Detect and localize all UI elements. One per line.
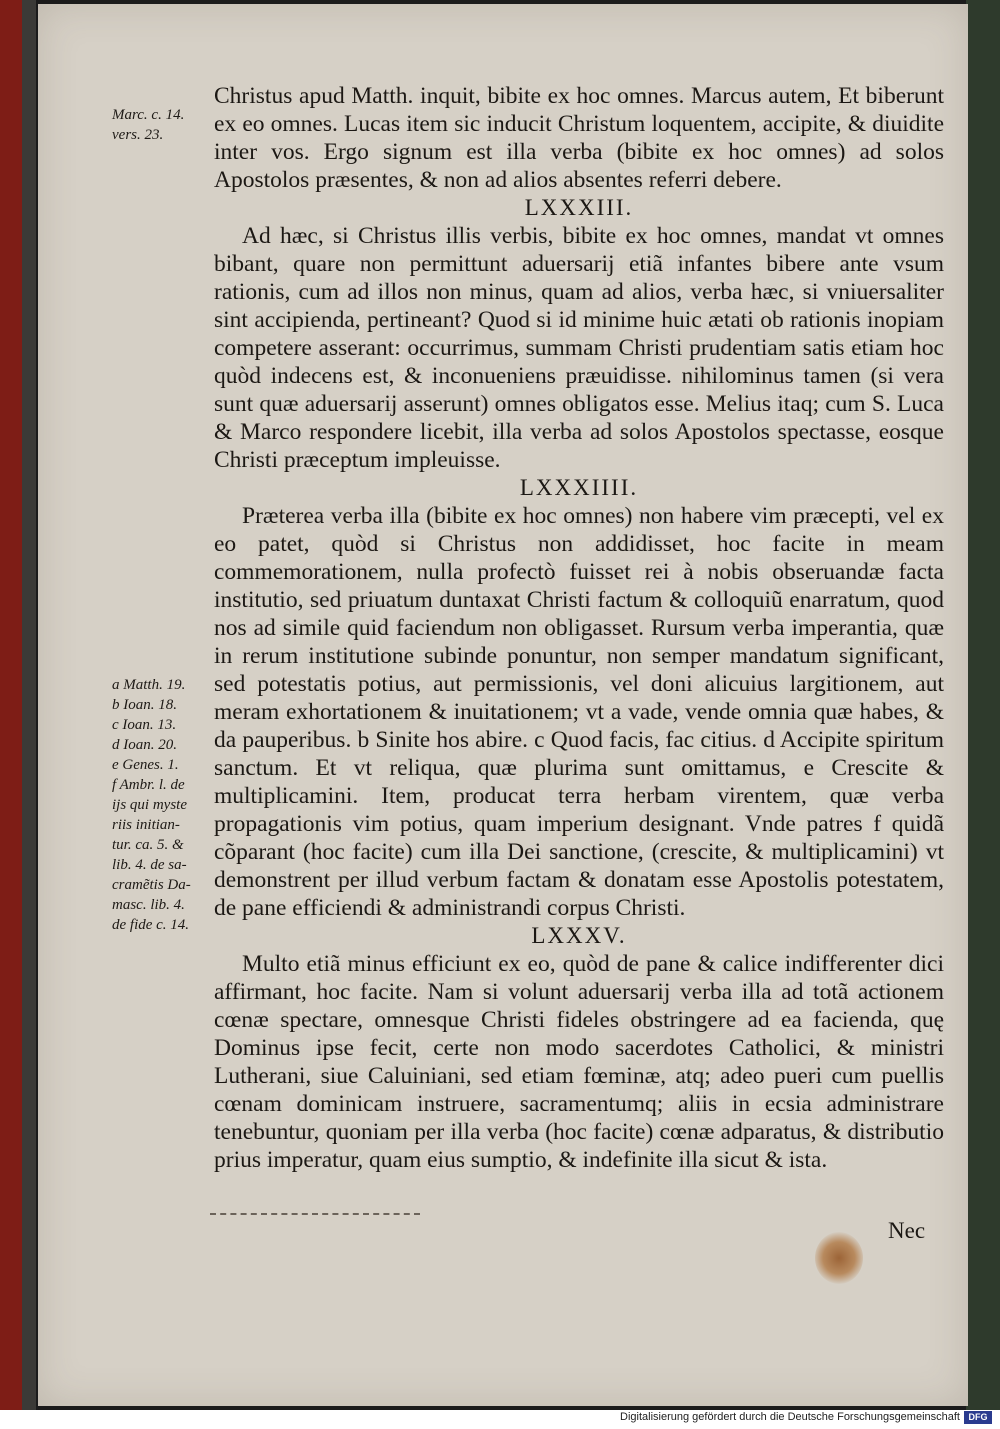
binding-edge <box>0 0 22 1410</box>
margin-note: Marc. c. 14. <box>112 107 185 123</box>
margin-note: f Ambr. l. de <box>112 777 185 793</box>
section-numeral: LXXXIII. <box>524 195 634 220</box>
margin-note: lib. 4. de sa- <box>112 857 187 873</box>
paper-stain <box>815 1232 863 1284</box>
margin-note: tur. ca. 5. & <box>112 837 184 853</box>
body-paragraph: Ad hæc, si Christus illis verbis, bibite ex hoc omnes, mandat vt omnes bibant, quare non permittunt aduersarij etiã infantes bibere ante vsum rationis, cum ad illos non minus, quam ad alios, verba hæc, si vniuersaliter sint accipienda, pertineant? Quod si id minime huic ætati ob rationis inopiam competere asserant: occurrimus, summam Christi prudentiam satis etiam hoc quòd indecens est, & inconueniens præuidisse. nihilominus tamen (si vera sunt quæ aduersarij asserunt) omnes obligatos esse. Melius itaq; cum S. Luca & Marco respondere licebit, illa verba ad solos Apostolos spectasse, eosque Christi præceptum impleuisse. <box>214 223 944 473</box>
dfg-logo: DFG <box>964 1411 992 1424</box>
margin-note: c Ioan. 13. <box>112 717 177 733</box>
body-paragraph: Præterea verba illa (bibite ex hoc omnes) non habere vim præcepti, vel ex eo patet, quòd si Christus non addidisset, hoc facite in meam commemorationem, nulla profectò fuisset rei à nobis obseruandæ facta institutio, sed priuatum duntaxat Christi factum & colloquiũ enarratum, quod nos ad simile quid faciendum non obligasset. Rursum verba imperantia, quæ in rerum institutione subinde ponuntur, non semper mandatum significant, sed potestatis potius, aut permissionis, vel doni alicuius largitionem, aut meram exhortationem & inuitationem; vt a vade, vende omnia quæ habes, & da pauperibus. b Sinite hos abire. c Quod facis, fac citius. d Accipite spiritum sanctum. Et vt reliqua, quæ plurima sunt omittamus, e Crescite & multiplicamini. Item, producat terra herbam virentem, quæ verba propagationis vim potius, quam imperium designant. Vnde patres f quidã cõparant (hoc facite) cum illa Dei sanctione, (crescite, & multiplicamini) vt demonstrent per illud verbum factam & donatam esse Apostolis potestatem, de pane efficiendi & administrandi corpus Christi. <box>214 503 944 921</box>
margin-note: vers. 23. <box>112 127 164 143</box>
margin-note: riis initian- <box>112 817 180 833</box>
margin-note: de fide c. 14. <box>112 917 190 933</box>
margin-note: masc. lib. 4. <box>112 897 185 913</box>
margin-note: d Ioan. 20. <box>112 737 177 753</box>
body-paragraph: Christus apud Matth. inquit, bibite ex hoc omnes. Marcus autem, Et biberunt ex eo omnes. Lucas item sic inducit Christum loquentem, accipite, & diuidite inter vos. Ergo signum est illa verba (bibite ex hoc omnes) ad solos Apostolos præsentes, & non ad alios absentes referri debere. <box>214 83 944 193</box>
margin-note-group-lower <box>112 675 212 935</box>
bottom-rule <box>210 1213 420 1215</box>
section-numeral: LXXXV. <box>531 923 627 948</box>
catchword: Nec <box>888 1218 926 1243</box>
footer-credit: Digitalisierung gefördert durch die Deutsche Forschungsgemeinschaft <box>620 1411 960 1423</box>
margin-notes <box>112 105 212 935</box>
body-paragraph: Multo etiã minus efficiunt ex eo, quòd de pane & calice indifferenter dici affirmant, hoc facite. Nam si volunt aduersarij verba illa ad totã actionem cœnæ spectare, omnesque Christi fideles obstringere ad ea facienda, quę Dominus ipse fecit, certe non modo sacerdotes Catholici, & ministri Lutherani, siue Caluiniani, sed etiam fœminæ, atq; adeo pueri cum puellis cœnam dominicam instruere, sacramentumq; aliis in ecsia administrare tenebuntur, quoniam per illa verba (hoc facite) cœnæ adparatus, & distributio prius imperatur, quam eius sumptio, & indefinite illa sicut & ista. <box>214 951 944 1173</box>
margin-note: ijs qui myste <box>112 797 187 813</box>
margin-note: b Ioan. 18. <box>112 697 177 713</box>
binding-shadow <box>22 0 36 1410</box>
cover-edge <box>966 0 1000 1410</box>
section-numeral: LXXXIIII. <box>519 475 639 500</box>
margin-note-group-top <box>112 105 212 145</box>
margin-note: a Matth. 19. <box>112 677 186 693</box>
margin-note: cramẽtis Da- <box>112 877 191 893</box>
margin-note: e Genes. 1. <box>112 757 179 773</box>
page-body-text <box>214 82 944 1174</box>
